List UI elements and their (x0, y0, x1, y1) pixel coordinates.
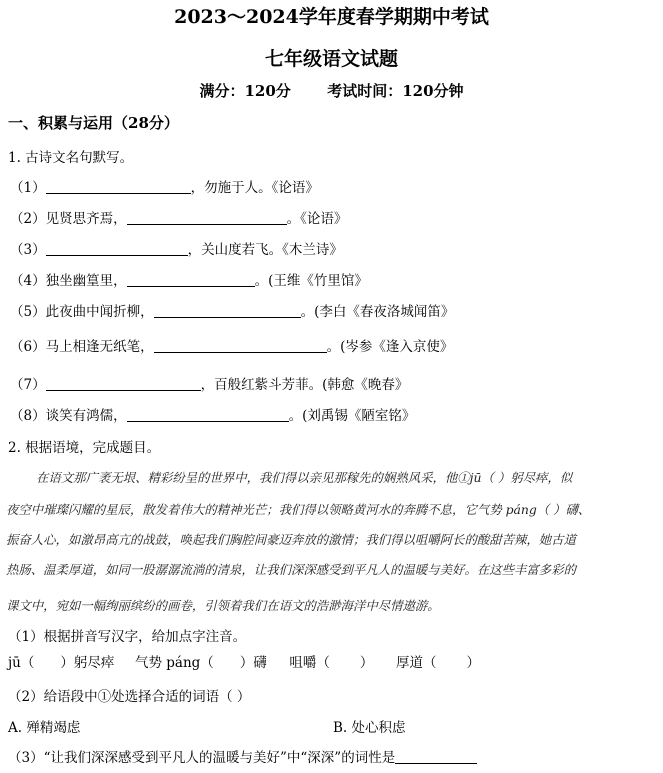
question-1-stem: 1. 古诗文名句默写。 (8, 150, 134, 166)
pinyin-item-2: 气势 páng（ ）礴 (134, 655, 267, 671)
q2-sub3: （3）“让我们深深感受到平凡人的温暖与美好”中“深深”的词性是 (8, 746, 477, 766)
q2-sub2: （2）给语段中①处选择合适的词语（ ） (8, 689, 251, 705)
answer-blank[interactable] (46, 180, 191, 194)
answer-blank[interactable] (46, 242, 188, 256)
passage-line-3: 振奋人心，如激昂高亢的战鼓，唤起我们胸腔间豪迈奔放的激情；我们得以咀嚼阿长的酸甜苦辣，她古道 (6, 532, 576, 547)
q1-item-3: （3） ，关山度若飞。《木兰诗》 (10, 242, 343, 258)
q2-sub1: （1）根据拼音写汉字，给加点字注音。 (8, 629, 247, 645)
pinyin-item-1: jū（ ）躬尽瘁 (8, 655, 115, 671)
subject-title: 七年级语文试题 (264, 48, 398, 70)
section-heading: 一、积累与运用（28分） (8, 114, 179, 132)
q1-item-1: （1） ，勿施于人。《论语》 (10, 180, 319, 196)
passage-line-2: 夜空中璀璨闪耀的星辰，散发着伟大的精神光芒；我们得以领略黄河水的奔腾不息，它气势 páng（ ）礴、 (6, 502, 591, 517)
q1-item-7: （7） ，百般红紫斗芳菲。(韩愈《晚春》 (10, 377, 409, 393)
q1-item-8: （8）谈笑有鸿儒， 。(刘禹锡《陋室铭》 (10, 408, 416, 424)
question-2-stem: 2. 根据语境，完成题目。 (8, 440, 161, 456)
pinyin-item-4: 厚道（ ） (396, 655, 480, 671)
answer-blank[interactable] (154, 339, 327, 353)
pinyin-row (8, 651, 480, 671)
exam-time: 考试时间：120分钟 (327, 82, 464, 100)
option-a[interactable]: A. 殚精竭虑 (8, 720, 81, 736)
answer-blank[interactable] (154, 304, 301, 318)
exam-title: 2023～2024学年度春学期期中考试 (174, 6, 489, 28)
option-b[interactable]: B. 处心积虑 (333, 720, 406, 736)
q1-item-5: （5）此夜曲中闻折柳， 。(李白《春夜洛城闻笛》 (10, 304, 455, 320)
answer-blank[interactable] (395, 750, 477, 764)
answer-blank[interactable] (127, 273, 255, 287)
exam-info (0, 80, 663, 101)
passage-line-1: 在语文那广袤无垠、精彩纷呈的世界中，我们得以亲见那稼先的娴熟风采，他①jū（ ）躬尽瘁，似 (36, 470, 573, 485)
q1-item-4: （4）独坐幽篁里， 。(王维《竹里馆》 (10, 273, 368, 289)
answer-blank[interactable] (127, 211, 287, 225)
passage-line-4: 热肠、温柔厚道，如同一股潺潺流淌的清泉，让我们深深感受到平凡人的温暖与美好。在这些丰富多彩的 (6, 562, 576, 577)
q1-item-2: （2）见贤思齐焉， 。《论语》 (10, 211, 348, 227)
q1-item-6: （6）马上相逢无纸笔， 。(岑参《逢入京使》 (10, 339, 454, 355)
answer-blank[interactable] (46, 377, 201, 391)
passage-line-5: 课文中，宛如一幅绚丽缤纷的画卷，引领着我们在语文的浩渺海洋中尽情遨游。 (6, 598, 440, 613)
full-score: 满分：120分 (199, 82, 291, 100)
answer-blank[interactable] (127, 408, 289, 422)
pinyin-item-3: 咀嚼（ ） (289, 655, 374, 671)
